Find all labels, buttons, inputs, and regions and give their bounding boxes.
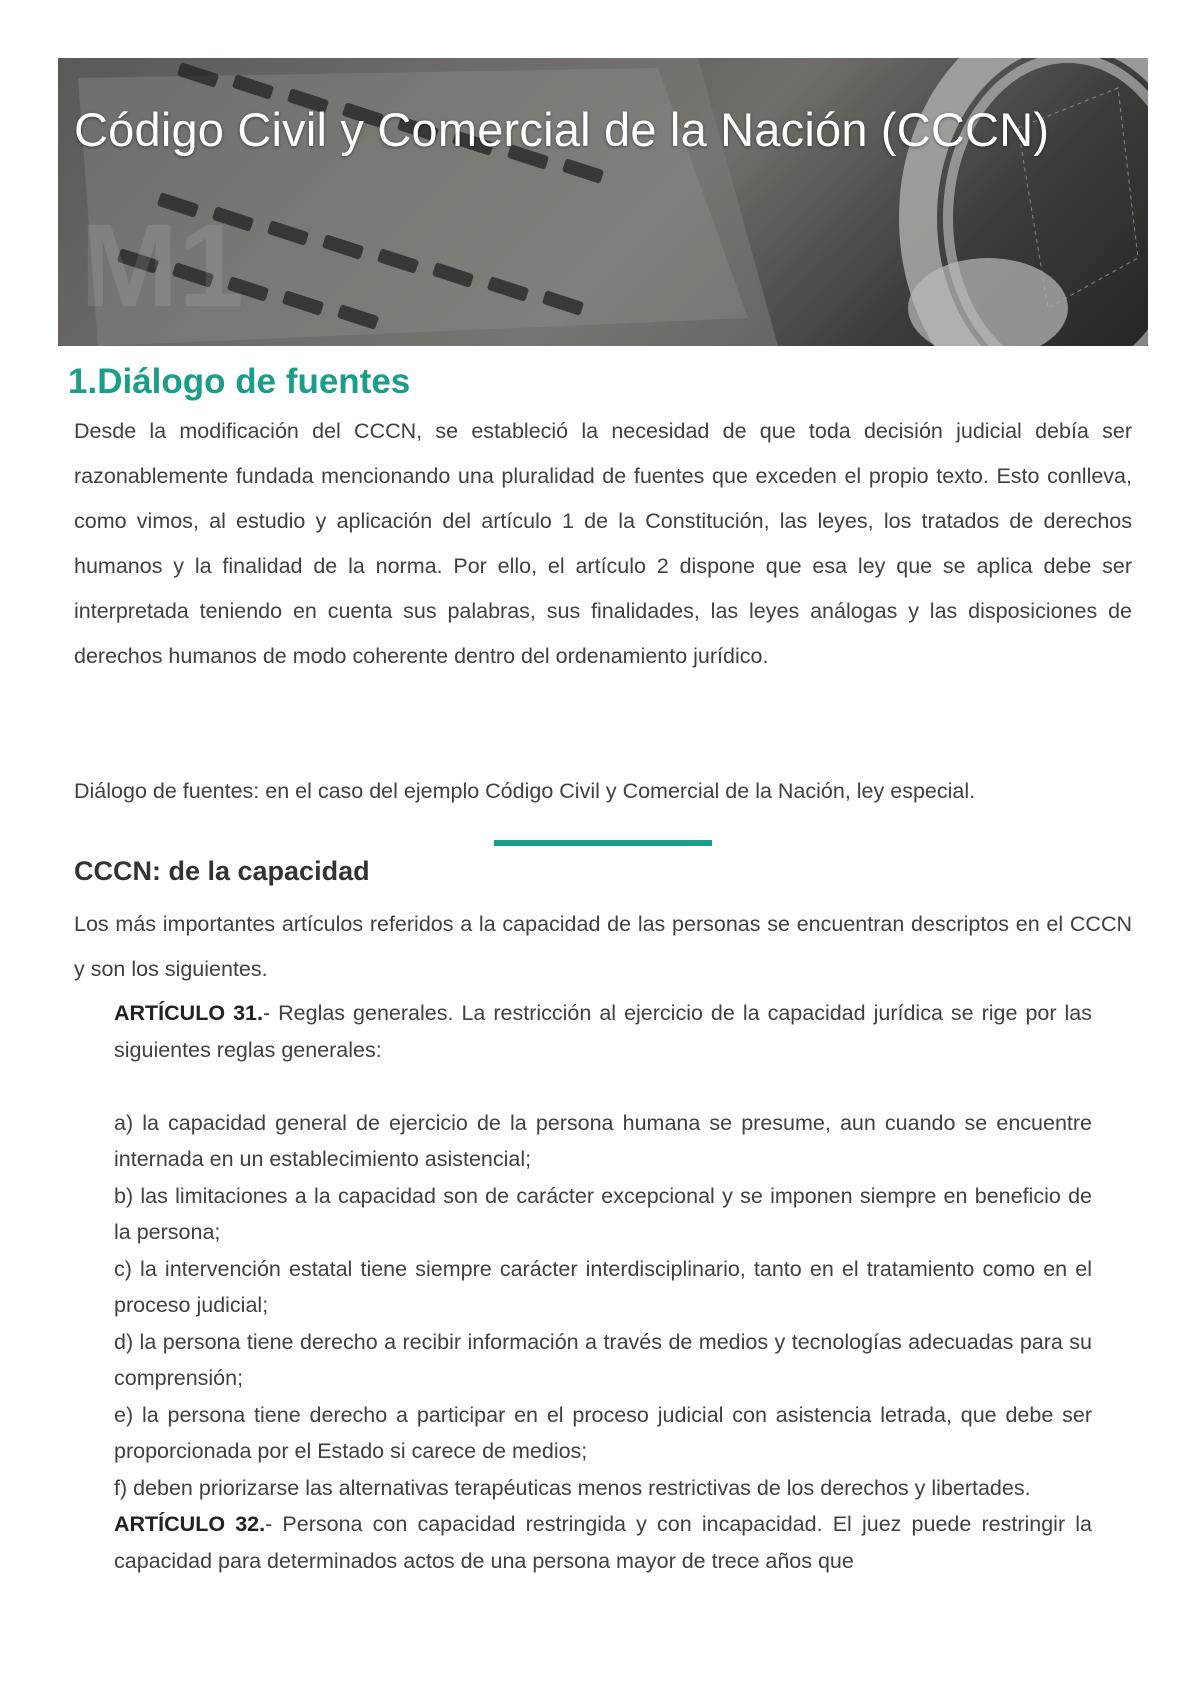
article-32-text: - Persona con capacidad restringida y con incapacidad. El juez puede restringir la capacidad para determinados actos de una persona mayor de trece años que <box>114 1512 1092 1573</box>
section-heading-dialogo: 1.Diálogo de fuentes <box>68 362 411 401</box>
article-31-item: a) la capacidad general de ejercicio de la persona humana se presume, aun cuando se encuentre internada en un establecimiento asistencial; <box>114 1110 1092 1171</box>
article-31-item: b) las limitaciones a la capacidad son de carácter excepcional y se imponen siempre en beneficio de la persona; <box>114 1183 1092 1244</box>
article-31-text: - Reglas generales. La restricción al ejercicio de la capacidad jurídica se rige por las siguientes reglas generales: <box>114 1001 1093 1062</box>
capacidad-intro: Los más importantes artículos referidos a la capacidad de las personas se encuentran descriptos en el CCCN y son los siguientes. <box>74 912 1132 981</box>
page-title: Código Civil y Comercial de la Nación (CCCN) <box>74 103 1050 156</box>
section-divider <box>494 840 712 846</box>
article-31-item: c) la intervención estatal tiene siempre carácter interdisciplinario, tanto en el tratamiento como en el proceso judicial; <box>114 1256 1092 1317</box>
article-31 <box>114 995 1092 1068</box>
article-31-item: d) la persona tiene derecho a recibir información a través de medios y tecnologías adecuadas para su comprensión; <box>114 1329 1092 1390</box>
article-32-label: ARTÍCULO 32. <box>114 1512 266 1536</box>
article-31-item: e) la persona tiene derecho a participar en el proceso judicial con asistencia letrada, que debe ser proporcionada por el Estado si carece de medios; <box>114 1402 1092 1463</box>
module-mark: M1 <box>80 200 244 332</box>
article-31-label: ARTÍCULO 31. <box>114 1001 263 1025</box>
article-32 <box>114 1506 1092 1579</box>
article-31-item: f) deben priorizarse las alternativas terapéuticas menos restrictivas de los derechos y libertades. <box>114 1475 1031 1500</box>
article-block <box>114 995 1092 1579</box>
header-banner <box>58 58 1148 346</box>
section-note: Diálogo de fuentes: en el caso del ejemplo Código Civil y Comercial de la Nación, ley especial. <box>74 779 976 803</box>
section-heading-capacidad: CCCN: de la capacidad <box>74 856 370 886</box>
section-paragraph: Desde la modificación del CCCN, se estableció la necesidad de que toda decisión judicial debía ser razonablemente fundada mencionando una pluralidad de fuentes que exceden el propio texto. Esto conlleva, como vimos, al estudio y aplicación del artículo 1 de la Constitución, las leyes, los tratados de derechos humanos y la finalidad de la norma. Por ello, el artículo 2 dispone que esa ley que se aplica debe ser interpretada teniendo en cuenta sus palabras, sus finalidades, las leyes análogas y las disposiciones de derechos humanos de modo coherente dentro del ordenamiento jurídico. <box>74 419 1132 668</box>
